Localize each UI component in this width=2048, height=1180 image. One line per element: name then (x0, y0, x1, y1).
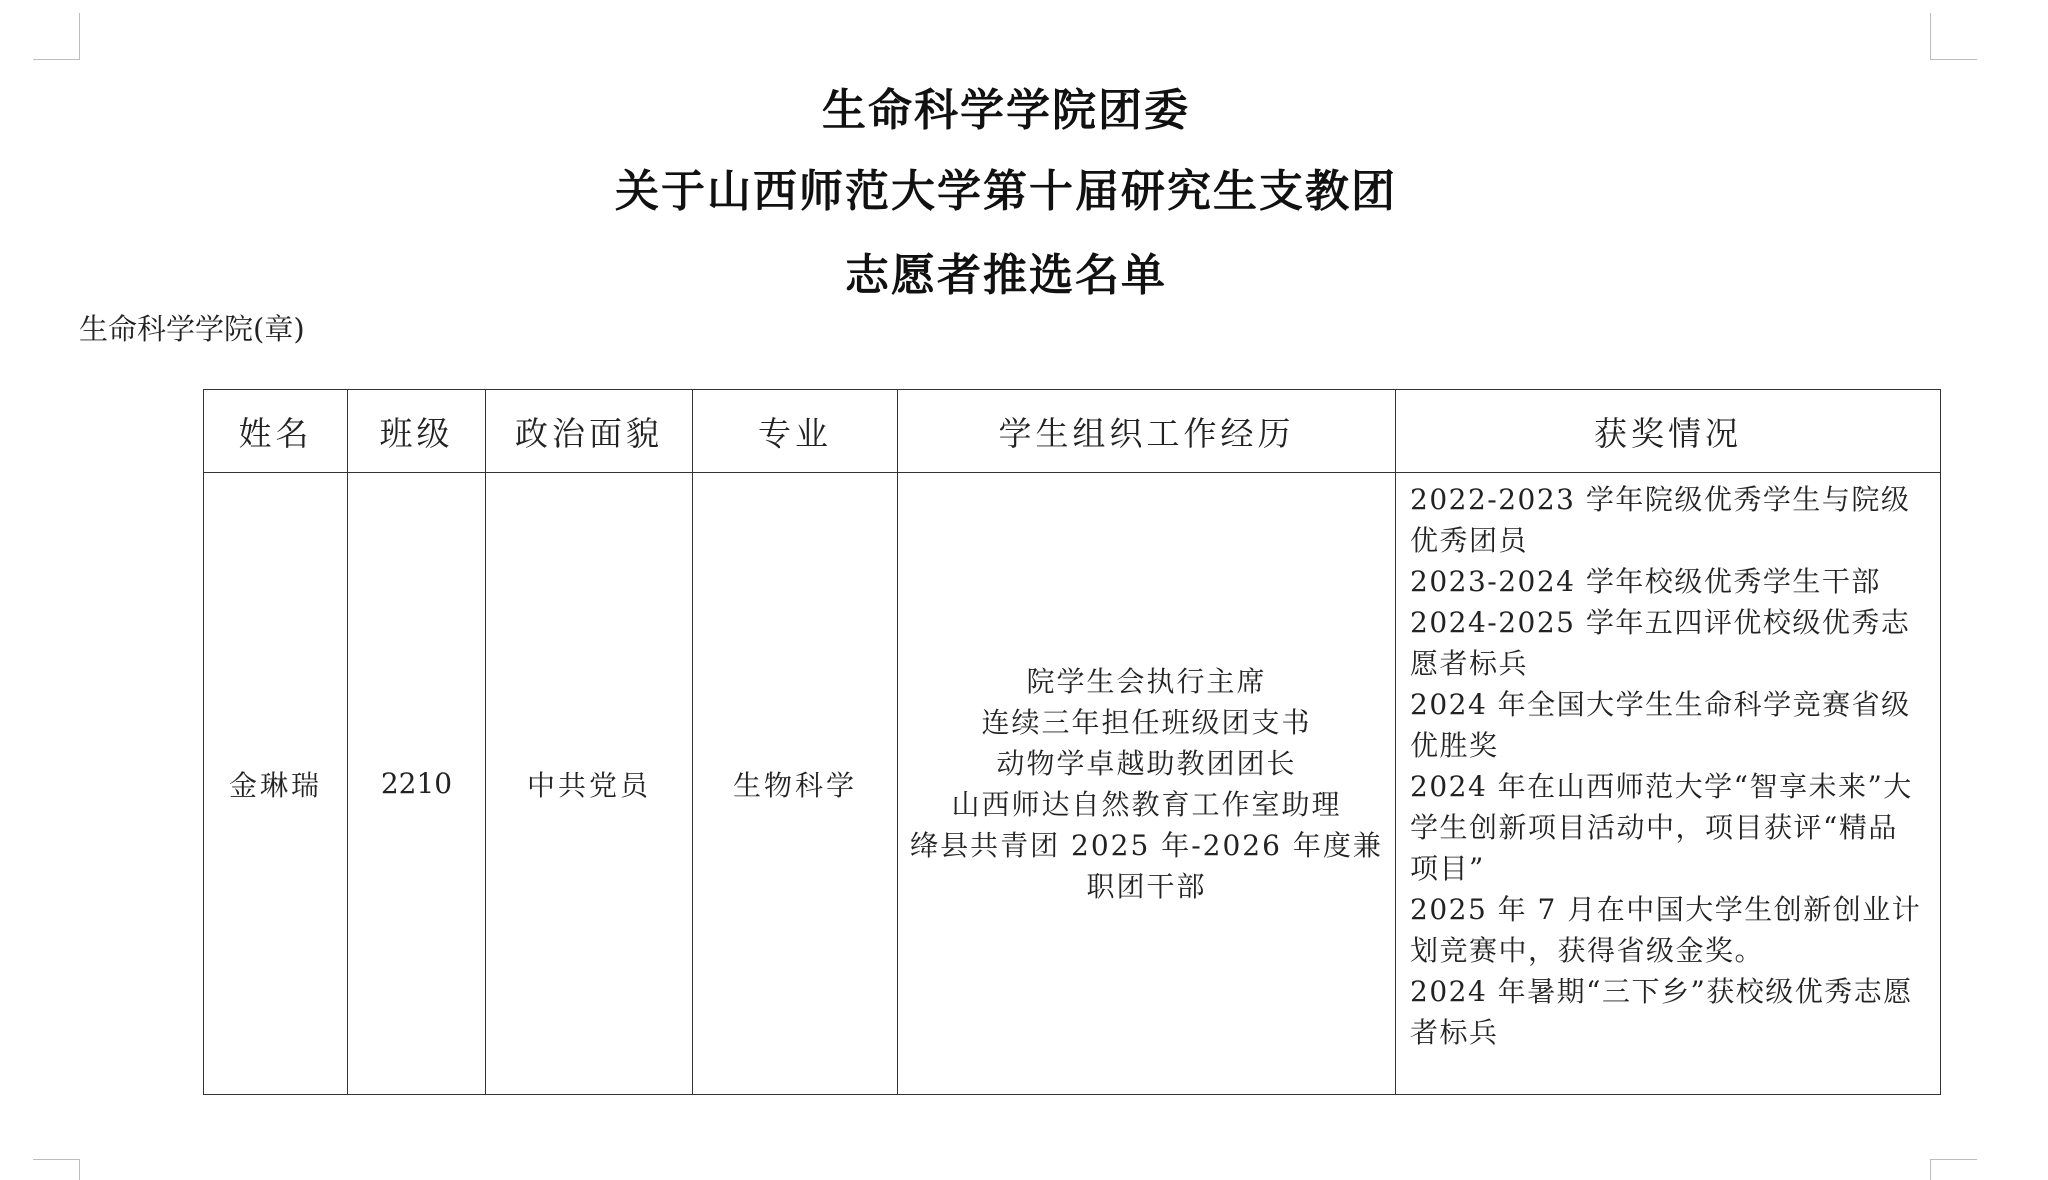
crop-mark-bottom-left (33, 1159, 80, 1180)
award-item: 2022-2023 学年院级优秀学生与院级优秀团员 (1410, 483, 1911, 557)
experience-line: 绛县共青团 2025 年-2026 年度兼 (910, 828, 1383, 862)
cell-experience (898, 473, 1396, 1095)
header-experience: 学生组织工作经历 (898, 390, 1396, 473)
award-item: 2024 年在山西师范大学“智享未来”大学生创新项目活动中，项目获评“精品项目” (1410, 770, 1913, 885)
award-item: 2024 年暑期“三下乡”获校级优秀志愿者标兵 (1410, 975, 1913, 1049)
table-row (204, 473, 1941, 1095)
cell-awards (1396, 473, 1941, 1095)
title-line-1: 生命科学学院团委 (822, 85, 1190, 136)
award-item: 2025 年 7 月在中国大学生创新创业计划竞赛中，获得省级金奖。 (1410, 893, 1922, 967)
header-class: 班级 (348, 390, 486, 473)
header-major: 专业 (693, 390, 898, 473)
award-item: 2024-2025 学年五四评优校级优秀志愿者标兵 (1410, 606, 1911, 680)
experience-line: 山西师达自然教育工作室助理 (951, 787, 1342, 821)
cell-political-status: 中共党员 (486, 473, 693, 1095)
cell-major: 生物科学 (693, 473, 898, 1095)
experience-line: 动物学卓越助教团团长 (996, 746, 1297, 780)
experience-line: 院学生会执行主席 (1026, 664, 1267, 698)
cell-name: 金琳瑞 (204, 473, 348, 1095)
volunteer-table (203, 389, 1941, 1095)
title-line-3: 志愿者推选名单 (845, 250, 1167, 301)
header-awards: 获奖情况 (1396, 390, 1941, 473)
award-item: 2023-2024 学年校级优秀学生干部 (1410, 565, 1881, 598)
title-line-2: 关于山西师范大学第十届研究生支教团 (615, 166, 1397, 217)
header-political-status: 政治面貌 (486, 390, 693, 473)
crop-mark-top-right (1930, 13, 1977, 60)
crop-mark-top-left (33, 13, 80, 60)
cell-class: 2210 (348, 473, 486, 1095)
experience-line: 职团干部 (1086, 869, 1207, 903)
crop-mark-bottom-right (1930, 1159, 1977, 1180)
table-header-row (204, 390, 1941, 473)
organization-seal-line: 生命科学学院(章) (79, 312, 305, 346)
header-name: 姓名 (204, 390, 348, 473)
experience-line: 连续三年担任班级团支书 (981, 705, 1312, 739)
award-item: 2024 年全国大学生生命科学竞赛省级优胜奖 (1410, 688, 1911, 762)
